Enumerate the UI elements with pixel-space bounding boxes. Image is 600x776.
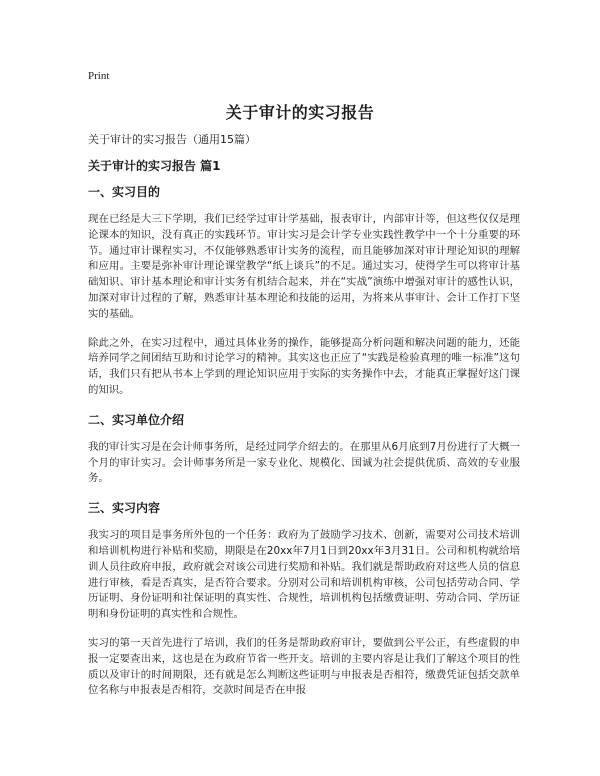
- document-subtitle: 关于审计的实习报告（通用15篇）: [88, 133, 256, 146]
- paragraph: 实习的第一天首先进行了培训，我们的任务是帮助政府审计，要做到公平公正，有些虚假的申报一定要查出来，这也是在为政府节省一些开支。培训的主要内容是让我们了解这个项目的性质以及审计的时间期限，还有就是怎么判断这些证明与申报表是否相符，缴费凭证包括交款单位名称与申报表是否相符，交款时间是否在申报: [88, 636, 520, 697]
- section-heading-company: 二、实习单位介绍: [88, 412, 185, 427]
- section-heading-purpose: 一、实习目的: [88, 185, 161, 199]
- paragraph: 除此之外，在实习过程中，通过具体业务的操作，能够提高分析问题和解决问题的能力，还能培养同学之间团结互助和讨论学习的精神。其实这也正应了“实践是检验真理的唯一标准”这句话，我们只有把从书本上学到的理论知识应用于实际的实务操作中去，才能真正掌握好这门课的知识。: [88, 336, 520, 396]
- section-heading-content: 三、实习内容: [88, 501, 161, 516]
- paragraph: 我实习的项目是事务所外包的一个任务：政府为了鼓励学习技术、创新，需要对公司技术培训和培训机构进行补贴和奖励，期限是在20xx年7月1日到20xx年3月31日。公司和机构就给培训人员往政府申报，政府就会对该公司进行奖励和补贴。我们就是帮助政府对这些人员的信息进行审核，看是否真实，是否符合要求。分别对公司和培训机构审核，公司包括劳动合同、学历证明、身份证明和社保证明的真实性、合规性，培训机构包括缴费证明、劳动合同、学历证明和身份证明的真实性和合规性。: [88, 529, 520, 621]
- paragraph: 我的审计实习是在会计师事务所，是经过同学介绍去的。在那里从6月底到7月份进行了大概一个月的审计实习。会计师事务所是一家专业化、规模化、国诚为社会提供优质、高效的专业服务。: [88, 440, 520, 485]
- print-link[interactable]: Print: [88, 70, 110, 82]
- document-title: 关于审计的实习报告: [225, 103, 375, 122]
- document-body: [88, 132, 520, 712]
- paragraph: 现在已经是大三下学期，我们已经学过审计学基础，报表审计，内部审计等，但这些仅仅是理论课本的知识，没有真正的实践环节。审计实习是会计学专业实践性教学中一个十分重要的环节。通过审计课程实习，不仅能够熟悉审计实务的流程，而且能够加深对审计理论知识的理解和应用。主要是弥补审计理论课堂教学“纸上谈兵”的不足。通过实习，使得学生可以将审计基础知识、审计基本理论和审计实务有机结合起来，并在“实战”演练中增强对审计的感性认识，加深对审计过程的了解，熟悉审计基本理论和技能的运用，为将来从事审计、会计工作打下坚实的基础。: [88, 213, 520, 320]
- article-heading: 关于审计的实习报告 篇1: [88, 159, 221, 173]
